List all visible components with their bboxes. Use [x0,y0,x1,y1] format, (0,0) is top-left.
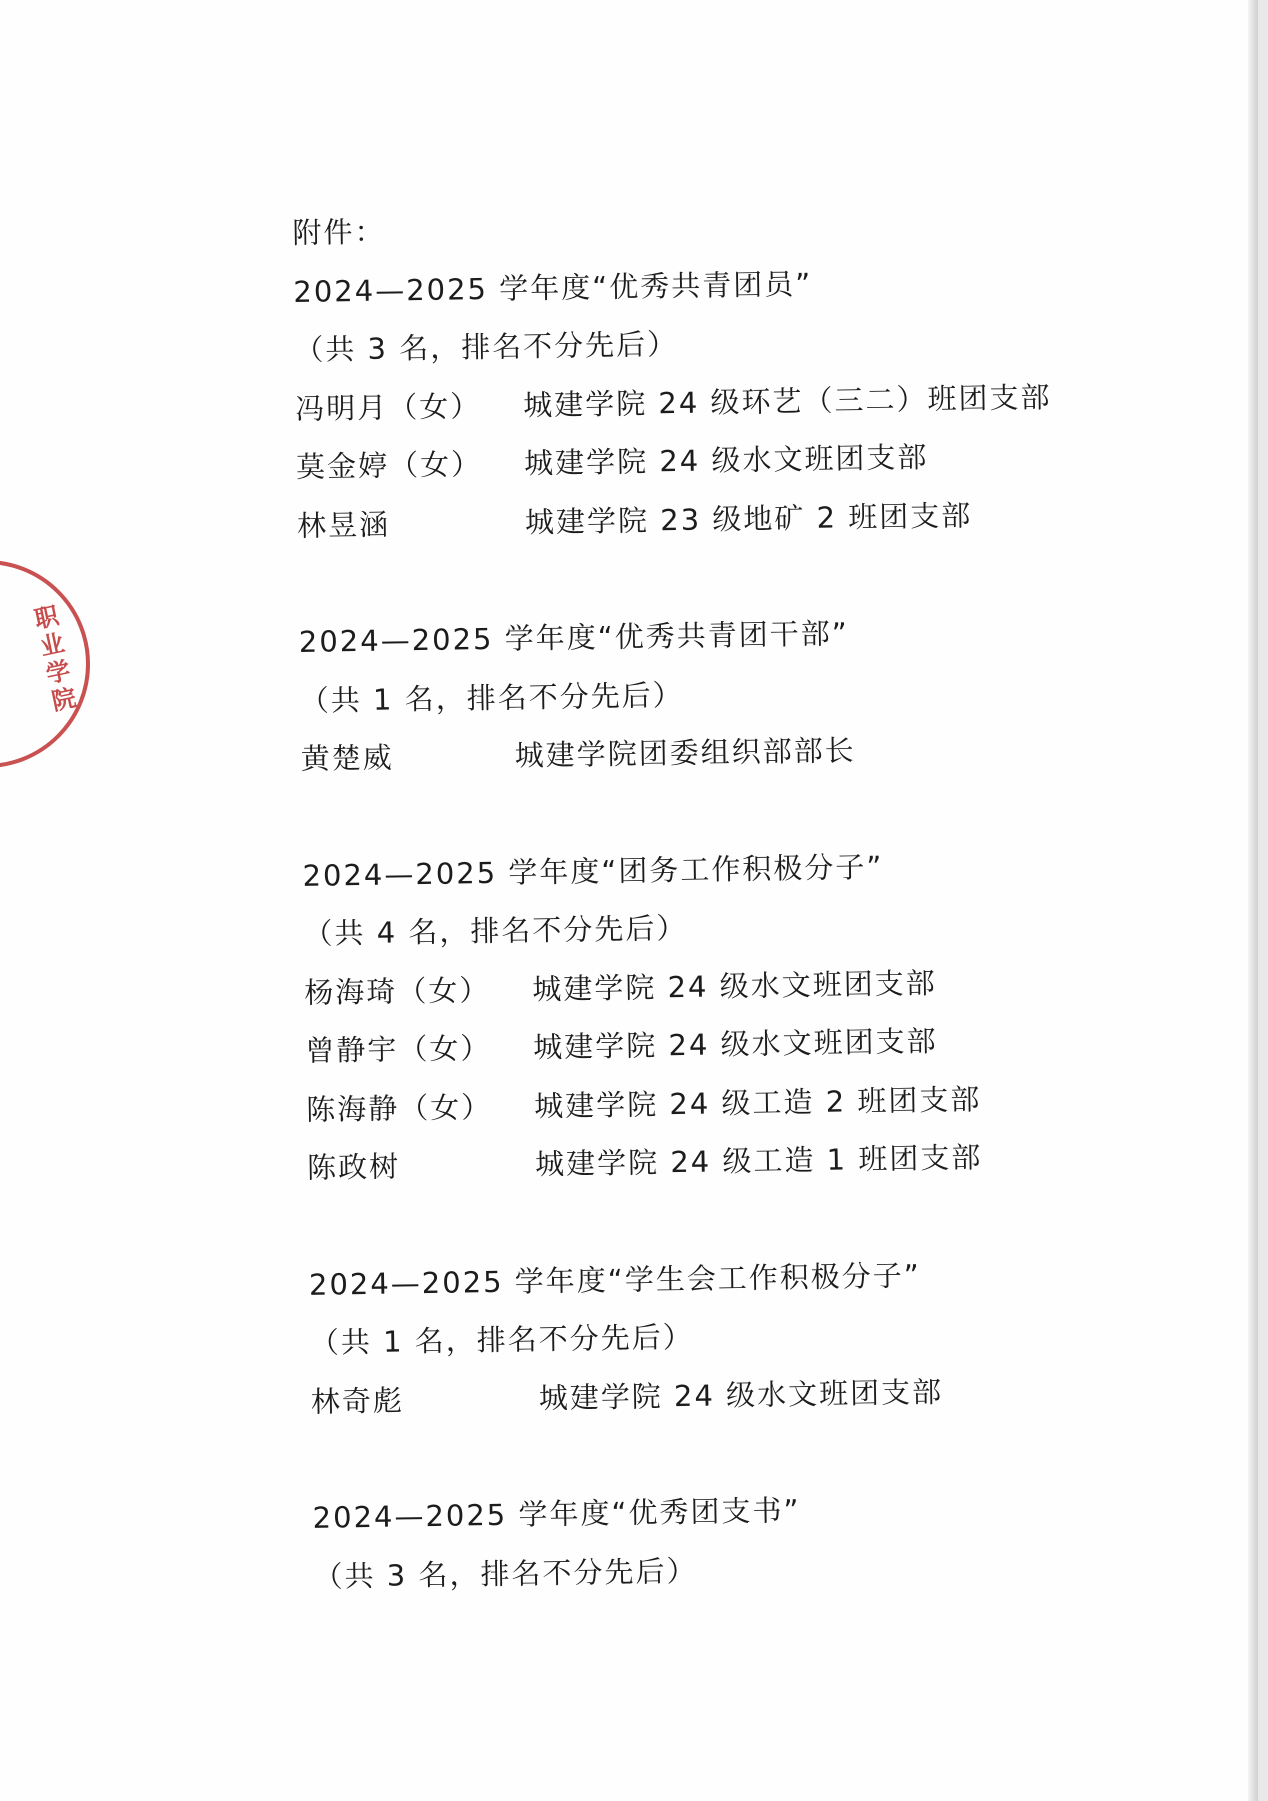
section-title: 2024—2025 学年度“团务工作积极分子” [302,849,884,893]
person-name: 曾静宇（女） [305,1030,492,1068]
person-name: 陈海静（女） [305,1089,493,1127]
section-student-union-activists [309,1242,1132,1430]
section-count: （共 3 名，排名不分先后） [313,1553,698,1594]
person-unit: 城建学院 23 级地矿 2 班团支部 [524,497,973,539]
person-unit: 城建学院 24 级环艺（三二）班团支部 [522,379,1052,422]
person-unit: 城建学院 24 级水文班团支部 [532,965,937,1006]
person-name: 杨海琦（女） [304,972,491,1010]
person-unit: 城建学院 24 级水文班团支部 [533,1023,938,1065]
section-count: （共 4 名，排名不分先后） [303,910,688,951]
person-unit: 城建学院 24 级水文班团支部 [538,1374,944,1415]
section-title: 2024—2025 学年度“优秀共青团干部” [298,616,849,659]
section-title: 2024—2025 学年度“优秀共青团员” [293,266,813,309]
person-name: 莫金婷（女） [295,447,483,484]
section-outstanding-members [293,250,1117,555]
section-title: 2024—2025 学年度“优秀团支书” [312,1493,801,1535]
section-count: （共 1 名，排名不分先后） [299,677,684,718]
person-name: 黄楚威 [300,740,394,776]
person-name: 林昱涵 [296,507,391,543]
section-outstanding-secretaries [312,1476,1134,1606]
person-name: 冯明月（女） [294,388,482,426]
section-league-affairs-activists [302,834,1127,1198]
document-content [292,191,1134,1606]
page-edge-shadow [1248,0,1258,1801]
section-count: （共 3 名，排名不分先后） [294,326,679,367]
official-seal [0,560,90,768]
person-unit: 城建学院 24 级水文班团支部 [523,440,929,481]
person-name: 陈政树 [306,1149,401,1185]
attachment-label: 附件： [292,214,386,250]
section-outstanding-cadres [298,600,1121,788]
person-unit: 城建学院团委组织部部长 [514,733,856,773]
person-unit: 城建学院 24 级工造 1 班团支部 [534,1140,983,1182]
seal-text: 职业学院 [27,602,80,718]
person-unit: 城建学院 24 级工造 2 班团支部 [533,1081,982,1123]
section-title: 2024—2025 学年度“学生会工作积极分子” [308,1257,922,1302]
section-count: （共 1 名，排名不分先后） [309,1319,695,1360]
person-name: 林奇彪 [310,1382,405,1419]
